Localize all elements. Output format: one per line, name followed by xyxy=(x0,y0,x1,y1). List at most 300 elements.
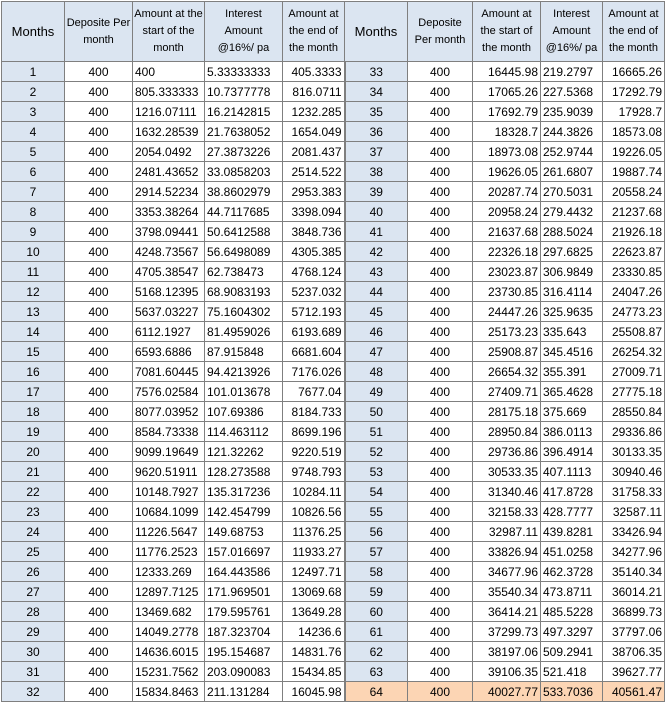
amount-start-cell: 11776.2523 xyxy=(133,542,205,562)
amount-end-cell: 7677.04 xyxy=(283,382,345,402)
interest-cell: 417.8728 xyxy=(541,482,603,502)
amount-end-cell: 27775.18 xyxy=(603,382,665,402)
month-cell: 10 xyxy=(2,242,65,262)
amount-end-cell: 2953.383 xyxy=(283,182,345,202)
amount-start-cell: 32987.11 xyxy=(473,522,541,542)
deposit-cell: 400 xyxy=(65,102,133,122)
interest-cell: 297.6825 xyxy=(541,242,603,262)
deposit-cell: 400 xyxy=(65,362,133,382)
table-row xyxy=(2,422,665,442)
amount-end-cell: 19887.74 xyxy=(603,162,665,182)
deposit-cell: 400 xyxy=(65,282,133,302)
deposit-cell: 400 xyxy=(408,202,473,222)
amount-end-cell: 17928.7 xyxy=(603,102,665,122)
deposit-cell: 400 xyxy=(408,102,473,122)
amount-start-cell: 15834.8463 xyxy=(133,682,205,702)
header-deposit: Deposite Per month xyxy=(65,2,133,62)
interest-table xyxy=(1,1,665,702)
amount-start-cell: 18328.7 xyxy=(473,122,541,142)
deposit-cell: 400 xyxy=(65,142,133,162)
amount-start-cell: 24447.26 xyxy=(473,302,541,322)
table-row xyxy=(2,202,665,222)
table-row xyxy=(2,242,665,262)
interest-cell: 157.016697 xyxy=(205,542,283,562)
month-cell: 47 xyxy=(345,342,408,362)
deposit-cell: 400 xyxy=(408,462,473,482)
table-row xyxy=(2,382,665,402)
interest-cell: 462.3728 xyxy=(541,562,603,582)
amount-start-cell: 32158.33 xyxy=(473,502,541,522)
amount-end-cell: 29336.86 xyxy=(603,422,665,442)
interest-cell: 21.7638052 xyxy=(205,122,283,142)
amount-start-cell: 37299.73 xyxy=(473,622,541,642)
table-row xyxy=(2,302,665,322)
amount-start-cell: 9099.19649 xyxy=(133,442,205,462)
month-cell: 5 xyxy=(2,142,65,162)
table-row xyxy=(2,542,665,562)
amount-end-cell: 36899.73 xyxy=(603,602,665,622)
table-row xyxy=(2,162,665,182)
amount-start-cell: 8077.03952 xyxy=(133,402,205,422)
amount-end-cell: 33426.94 xyxy=(603,522,665,542)
table-row xyxy=(2,122,665,142)
header-amount-start-2: Amount at the start of the month xyxy=(473,2,541,62)
amount-start-cell: 22326.18 xyxy=(473,242,541,262)
deposit-cell: 400 xyxy=(65,342,133,362)
month-cell: 23 xyxy=(2,502,65,522)
interest-cell: 68.9083193 xyxy=(205,282,283,302)
interest-cell: 135.317236 xyxy=(205,482,283,502)
deposit-cell: 400 xyxy=(65,502,133,522)
interest-cell: 38.8602979 xyxy=(205,182,283,202)
table-row xyxy=(2,342,665,362)
interest-cell: 227.5368 xyxy=(541,82,603,102)
deposit-cell: 400 xyxy=(65,622,133,642)
amount-end-cell: 36014.21 xyxy=(603,582,665,602)
amount-end-cell: 11933.27 xyxy=(283,542,345,562)
header-months: Months xyxy=(2,2,65,62)
amount-start-cell: 38197.06 xyxy=(473,642,541,662)
amount-start-cell: 5637.03227 xyxy=(133,302,205,322)
amount-end-cell: 6681.604 xyxy=(283,342,345,362)
amount-start-cell: 2054.0492 xyxy=(133,142,205,162)
month-cell: 59 xyxy=(345,582,408,602)
amount-start-cell: 12897.7125 xyxy=(133,582,205,602)
interest-cell: 211.131284 xyxy=(205,682,283,702)
month-cell: 3 xyxy=(2,102,65,122)
amount-end-cell: 816.0711 xyxy=(283,82,345,102)
table-row xyxy=(2,262,665,282)
table-row xyxy=(2,682,665,702)
month-cell: 9 xyxy=(2,222,65,242)
deposit-cell: 400 xyxy=(65,202,133,222)
amount-end-cell: 32587.11 xyxy=(603,502,665,522)
amount-end-cell: 18573.08 xyxy=(603,122,665,142)
deposit-cell: 400 xyxy=(65,522,133,542)
deposit-cell: 400 xyxy=(408,622,473,642)
interest-cell: 375.669 xyxy=(541,402,603,422)
deposit-cell: 400 xyxy=(65,322,133,342)
interest-cell: 219.2797 xyxy=(541,62,603,82)
amount-start-cell: 13469.682 xyxy=(133,602,205,622)
interest-cell: 44.7117685 xyxy=(205,202,283,222)
amount-start-cell: 6593.6886 xyxy=(133,342,205,362)
amount-start-cell: 4248.73567 xyxy=(133,242,205,262)
amount-start-cell: 39106.35 xyxy=(473,662,541,682)
amount-start-cell: 19626.05 xyxy=(473,162,541,182)
interest-cell: 439.8281 xyxy=(541,522,603,542)
month-cell: 15 xyxy=(2,342,65,362)
month-cell: 33 xyxy=(345,62,408,82)
table-row xyxy=(2,482,665,502)
amount-end-cell: 20558.24 xyxy=(603,182,665,202)
table-row xyxy=(2,562,665,582)
amount-start-cell: 8584.73338 xyxy=(133,422,205,442)
deposit-cell: 400 xyxy=(65,262,133,282)
header-interest-2: Interest Amount @16%/ pa xyxy=(541,2,603,62)
amount-end-cell: 405.3333 xyxy=(283,62,345,82)
amount-start-cell: 20287.74 xyxy=(473,182,541,202)
deposit-cell: 400 xyxy=(65,682,133,702)
interest-cell: 142.454799 xyxy=(205,502,283,522)
deposit-cell: 400 xyxy=(408,542,473,562)
amount-start-cell: 14049.2778 xyxy=(133,622,205,642)
amount-start-cell: 7081.60445 xyxy=(133,362,205,382)
amount-end-cell: 12497.71 xyxy=(283,562,345,582)
deposit-cell: 400 xyxy=(408,602,473,622)
month-cell: 16 xyxy=(2,362,65,382)
interest-cell: 5.33333333 xyxy=(205,62,283,82)
deposit-cell: 400 xyxy=(408,682,473,702)
interest-cell: 279.4432 xyxy=(541,202,603,222)
month-cell: 57 xyxy=(345,542,408,562)
amount-end-cell: 9220.519 xyxy=(283,442,345,462)
month-cell: 13 xyxy=(2,302,65,322)
amount-end-cell: 8184.733 xyxy=(283,402,345,422)
month-cell: 56 xyxy=(345,522,408,542)
table-row xyxy=(2,82,665,102)
month-cell: 29 xyxy=(2,622,65,642)
month-cell: 61 xyxy=(345,622,408,642)
month-cell: 50 xyxy=(345,402,408,422)
month-cell: 27 xyxy=(2,582,65,602)
amount-start-cell: 4705.38547 xyxy=(133,262,205,282)
deposit-cell: 400 xyxy=(65,162,133,182)
amount-start-cell: 9620.51911 xyxy=(133,462,205,482)
amount-end-cell: 24047.26 xyxy=(603,282,665,302)
amount-end-cell: 21926.18 xyxy=(603,222,665,242)
amount-end-cell: 1654.049 xyxy=(283,122,345,142)
month-cell: 63 xyxy=(345,662,408,682)
amount-start-cell: 20958.24 xyxy=(473,202,541,222)
amount-end-cell: 14236.6 xyxy=(283,622,345,642)
table-row xyxy=(2,502,665,522)
amount-end-cell: 14831.76 xyxy=(283,642,345,662)
interest-cell: 203.090083 xyxy=(205,662,283,682)
month-cell: 52 xyxy=(345,442,408,462)
deposit-cell: 400 xyxy=(408,82,473,102)
interest-cell: 16.2142815 xyxy=(205,102,283,122)
interest-cell: 473.8711 xyxy=(541,582,603,602)
table-row xyxy=(2,362,665,382)
interest-cell: 497.3297 xyxy=(541,622,603,642)
header-months-2: Months xyxy=(345,2,408,62)
amount-end-cell: 37797.06 xyxy=(603,622,665,642)
amount-end-cell: 28550.84 xyxy=(603,402,665,422)
amount-end-cell: 2081.437 xyxy=(283,142,345,162)
header-amount-end: Amount at the end of the month xyxy=(283,2,345,62)
deposit-cell: 400 xyxy=(408,242,473,262)
table-row xyxy=(2,102,665,122)
amount-end-cell: 10284.11 xyxy=(283,482,345,502)
deposit-cell: 400 xyxy=(408,162,473,182)
interest-cell: 244.3826 xyxy=(541,122,603,142)
interest-cell: 107.69386 xyxy=(205,402,283,422)
interest-cell: 533.7036 xyxy=(541,682,603,702)
amount-end-cell: 23330.85 xyxy=(603,262,665,282)
interest-cell: 187.323704 xyxy=(205,622,283,642)
month-cell: 28 xyxy=(2,602,65,622)
interest-cell: 94.4213926 xyxy=(205,362,283,382)
amount-end-cell: 10826.56 xyxy=(283,502,345,522)
amount-start-cell: 3353.38264 xyxy=(133,202,205,222)
deposit-cell: 400 xyxy=(65,482,133,502)
interest-cell: 179.595761 xyxy=(205,602,283,622)
interest-cell: 386.0113 xyxy=(541,422,603,442)
month-cell: 12 xyxy=(2,282,65,302)
amount-start-cell: 15231.7562 xyxy=(133,662,205,682)
amount-start-cell: 28175.18 xyxy=(473,402,541,422)
month-cell: 32 xyxy=(2,682,65,702)
deposit-cell: 400 xyxy=(65,582,133,602)
interest-cell: 306.9849 xyxy=(541,262,603,282)
amount-end-cell: 4768.124 xyxy=(283,262,345,282)
interest-cell: 365.4628 xyxy=(541,382,603,402)
deposit-cell: 400 xyxy=(408,142,473,162)
amount-start-cell: 17065.26 xyxy=(473,82,541,102)
deposit-cell: 400 xyxy=(408,442,473,462)
amount-end-cell: 31758.33 xyxy=(603,482,665,502)
month-cell: 21 xyxy=(2,462,65,482)
amount-start-cell: 31340.46 xyxy=(473,482,541,502)
interest-cell: 164.443586 xyxy=(205,562,283,582)
amount-end-cell: 21237.68 xyxy=(603,202,665,222)
deposit-cell: 400 xyxy=(65,242,133,262)
month-cell: 62 xyxy=(345,642,408,662)
month-cell: 18 xyxy=(2,402,65,422)
amount-start-cell: 18973.08 xyxy=(473,142,541,162)
month-cell: 39 xyxy=(345,182,408,202)
month-cell: 45 xyxy=(345,302,408,322)
amount-start-cell: 34677.96 xyxy=(473,562,541,582)
month-cell: 31 xyxy=(2,662,65,682)
amount-start-cell: 23730.85 xyxy=(473,282,541,302)
amount-end-cell: 3848.736 xyxy=(283,222,345,242)
amount-start-cell: 33826.94 xyxy=(473,542,541,562)
amount-end-cell: 35140.34 xyxy=(603,562,665,582)
interest-cell: 171.969501 xyxy=(205,582,283,602)
interest-cell: 252.9744 xyxy=(541,142,603,162)
amount-end-cell: 5712.193 xyxy=(283,302,345,322)
month-cell: 40 xyxy=(345,202,408,222)
interest-cell: 114.463112 xyxy=(205,422,283,442)
amount-start-cell: 5168.12395 xyxy=(133,282,205,302)
amount-start-cell: 27409.71 xyxy=(473,382,541,402)
deposit-cell: 400 xyxy=(65,402,133,422)
interest-cell: 521.418 xyxy=(541,662,603,682)
month-cell: 4 xyxy=(2,122,65,142)
amount-start-cell: 30533.35 xyxy=(473,462,541,482)
interest-cell: 261.6807 xyxy=(541,162,603,182)
amount-end-cell: 16665.26 xyxy=(603,62,665,82)
amount-start-cell: 35540.34 xyxy=(473,582,541,602)
table-row xyxy=(2,642,665,662)
amount-start-cell: 16445.98 xyxy=(473,62,541,82)
deposit-cell: 400 xyxy=(65,302,133,322)
month-cell: 2 xyxy=(2,82,65,102)
amount-end-cell: 11376.25 xyxy=(283,522,345,542)
month-cell: 34 xyxy=(345,82,408,102)
interest-cell: 396.4914 xyxy=(541,442,603,462)
month-cell: 25 xyxy=(2,542,65,562)
amount-start-cell: 28950.84 xyxy=(473,422,541,442)
amount-start-cell: 14636.6015 xyxy=(133,642,205,662)
header-deposit-2: Deposite Per month xyxy=(408,2,473,62)
amount-end-cell: 6193.689 xyxy=(283,322,345,342)
amount-end-cell: 27009.71 xyxy=(603,362,665,382)
table-row xyxy=(2,662,665,682)
month-cell: 1 xyxy=(2,62,65,82)
deposit-cell: 400 xyxy=(408,222,473,242)
table-row xyxy=(2,602,665,622)
amount-start-cell: 10684.1099 xyxy=(133,502,205,522)
interest-cell: 288.5024 xyxy=(541,222,603,242)
table-row xyxy=(2,402,665,422)
interest-cell: 451.0258 xyxy=(541,542,603,562)
month-cell: 48 xyxy=(345,362,408,382)
month-cell: 35 xyxy=(345,102,408,122)
deposit-cell: 400 xyxy=(65,602,133,622)
amount-end-cell: 39627.77 xyxy=(603,662,665,682)
interest-cell: 485.5228 xyxy=(541,602,603,622)
amount-start-cell: 36414.21 xyxy=(473,602,541,622)
table-row xyxy=(2,462,665,482)
month-cell: 8 xyxy=(2,202,65,222)
deposit-cell: 400 xyxy=(408,282,473,302)
amount-start-cell: 25908.87 xyxy=(473,342,541,362)
month-cell: 37 xyxy=(345,142,408,162)
deposit-cell: 400 xyxy=(408,302,473,322)
deposit-cell: 400 xyxy=(408,362,473,382)
amount-end-cell: 38706.35 xyxy=(603,642,665,662)
interest-cell: 33.0858203 xyxy=(205,162,283,182)
month-cell: 55 xyxy=(345,502,408,522)
interest-cell: 149.68753 xyxy=(205,522,283,542)
month-cell: 24 xyxy=(2,522,65,542)
interest-cell: 355.391 xyxy=(541,362,603,382)
month-cell: 42 xyxy=(345,242,408,262)
interest-cell: 270.5031 xyxy=(541,182,603,202)
table-row xyxy=(2,222,665,242)
interest-cell: 101.013678 xyxy=(205,382,283,402)
interest-cell: 50.6412588 xyxy=(205,222,283,242)
table-row xyxy=(2,442,665,462)
deposit-cell: 400 xyxy=(408,482,473,502)
month-cell: 54 xyxy=(345,482,408,502)
table-row xyxy=(2,522,665,542)
amount-end-cell: 4305.385 xyxy=(283,242,345,262)
amount-start-cell: 1632.28539 xyxy=(133,122,205,142)
amount-start-cell: 17692.79 xyxy=(473,102,541,122)
month-cell: 26 xyxy=(2,562,65,582)
month-cell: 30 xyxy=(2,642,65,662)
amount-end-cell: 25508.87 xyxy=(603,322,665,342)
deposit-cell: 400 xyxy=(408,62,473,82)
header-interest: Interest Amount @16%/ pa xyxy=(205,2,283,62)
amount-start-cell: 2914.52234 xyxy=(133,182,205,202)
table-row xyxy=(2,322,665,342)
month-cell: 44 xyxy=(345,282,408,302)
interest-cell: 75.1604302 xyxy=(205,302,283,322)
interest-cell: 62.738473 xyxy=(205,262,283,282)
deposit-cell: 400 xyxy=(408,322,473,342)
amount-start-cell: 1216.07111 xyxy=(133,102,205,122)
interest-cell: 121.32262 xyxy=(205,442,283,462)
deposit-cell: 400 xyxy=(408,402,473,422)
amount-start-cell: 29736.86 xyxy=(473,442,541,462)
deposit-cell: 400 xyxy=(65,442,133,462)
amount-end-cell: 34277.96 xyxy=(603,542,665,562)
amount-end-cell: 13069.68 xyxy=(283,582,345,602)
interest-cell: 195.154687 xyxy=(205,642,283,662)
deposit-cell: 400 xyxy=(408,382,473,402)
deposit-cell: 400 xyxy=(408,422,473,442)
table-row xyxy=(2,622,665,642)
amount-end-cell: 5237.032 xyxy=(283,282,345,302)
table-row xyxy=(2,582,665,602)
amount-start-cell: 40027.77 xyxy=(473,682,541,702)
deposit-cell: 400 xyxy=(65,642,133,662)
month-cell: 19 xyxy=(2,422,65,442)
month-cell: 17 xyxy=(2,382,65,402)
month-cell: 6 xyxy=(2,162,65,182)
month-cell: 49 xyxy=(345,382,408,402)
amount-end-cell: 7176.026 xyxy=(283,362,345,382)
month-cell: 53 xyxy=(345,462,408,482)
month-cell: 14 xyxy=(2,322,65,342)
amount-start-cell: 26654.32 xyxy=(473,362,541,382)
deposit-cell: 400 xyxy=(65,122,133,142)
table-row xyxy=(2,142,665,162)
month-cell: 64 xyxy=(345,682,408,702)
interest-cell: 56.6498089 xyxy=(205,242,283,262)
amount-start-cell: 10148.7927 xyxy=(133,482,205,502)
month-cell: 36 xyxy=(345,122,408,142)
amount-end-cell: 13649.28 xyxy=(283,602,345,622)
month-cell: 7 xyxy=(2,182,65,202)
amount-end-cell: 8699.196 xyxy=(283,422,345,442)
deposit-cell: 400 xyxy=(408,642,473,662)
table-row xyxy=(2,182,665,202)
month-cell: 60 xyxy=(345,602,408,622)
deposit-cell: 400 xyxy=(65,82,133,102)
deposit-cell: 400 xyxy=(65,562,133,582)
amount-end-cell: 2514.522 xyxy=(283,162,345,182)
amount-end-cell: 17292.79 xyxy=(603,82,665,102)
month-cell: 58 xyxy=(345,562,408,582)
deposit-cell: 400 xyxy=(408,122,473,142)
deposit-cell: 400 xyxy=(65,662,133,682)
